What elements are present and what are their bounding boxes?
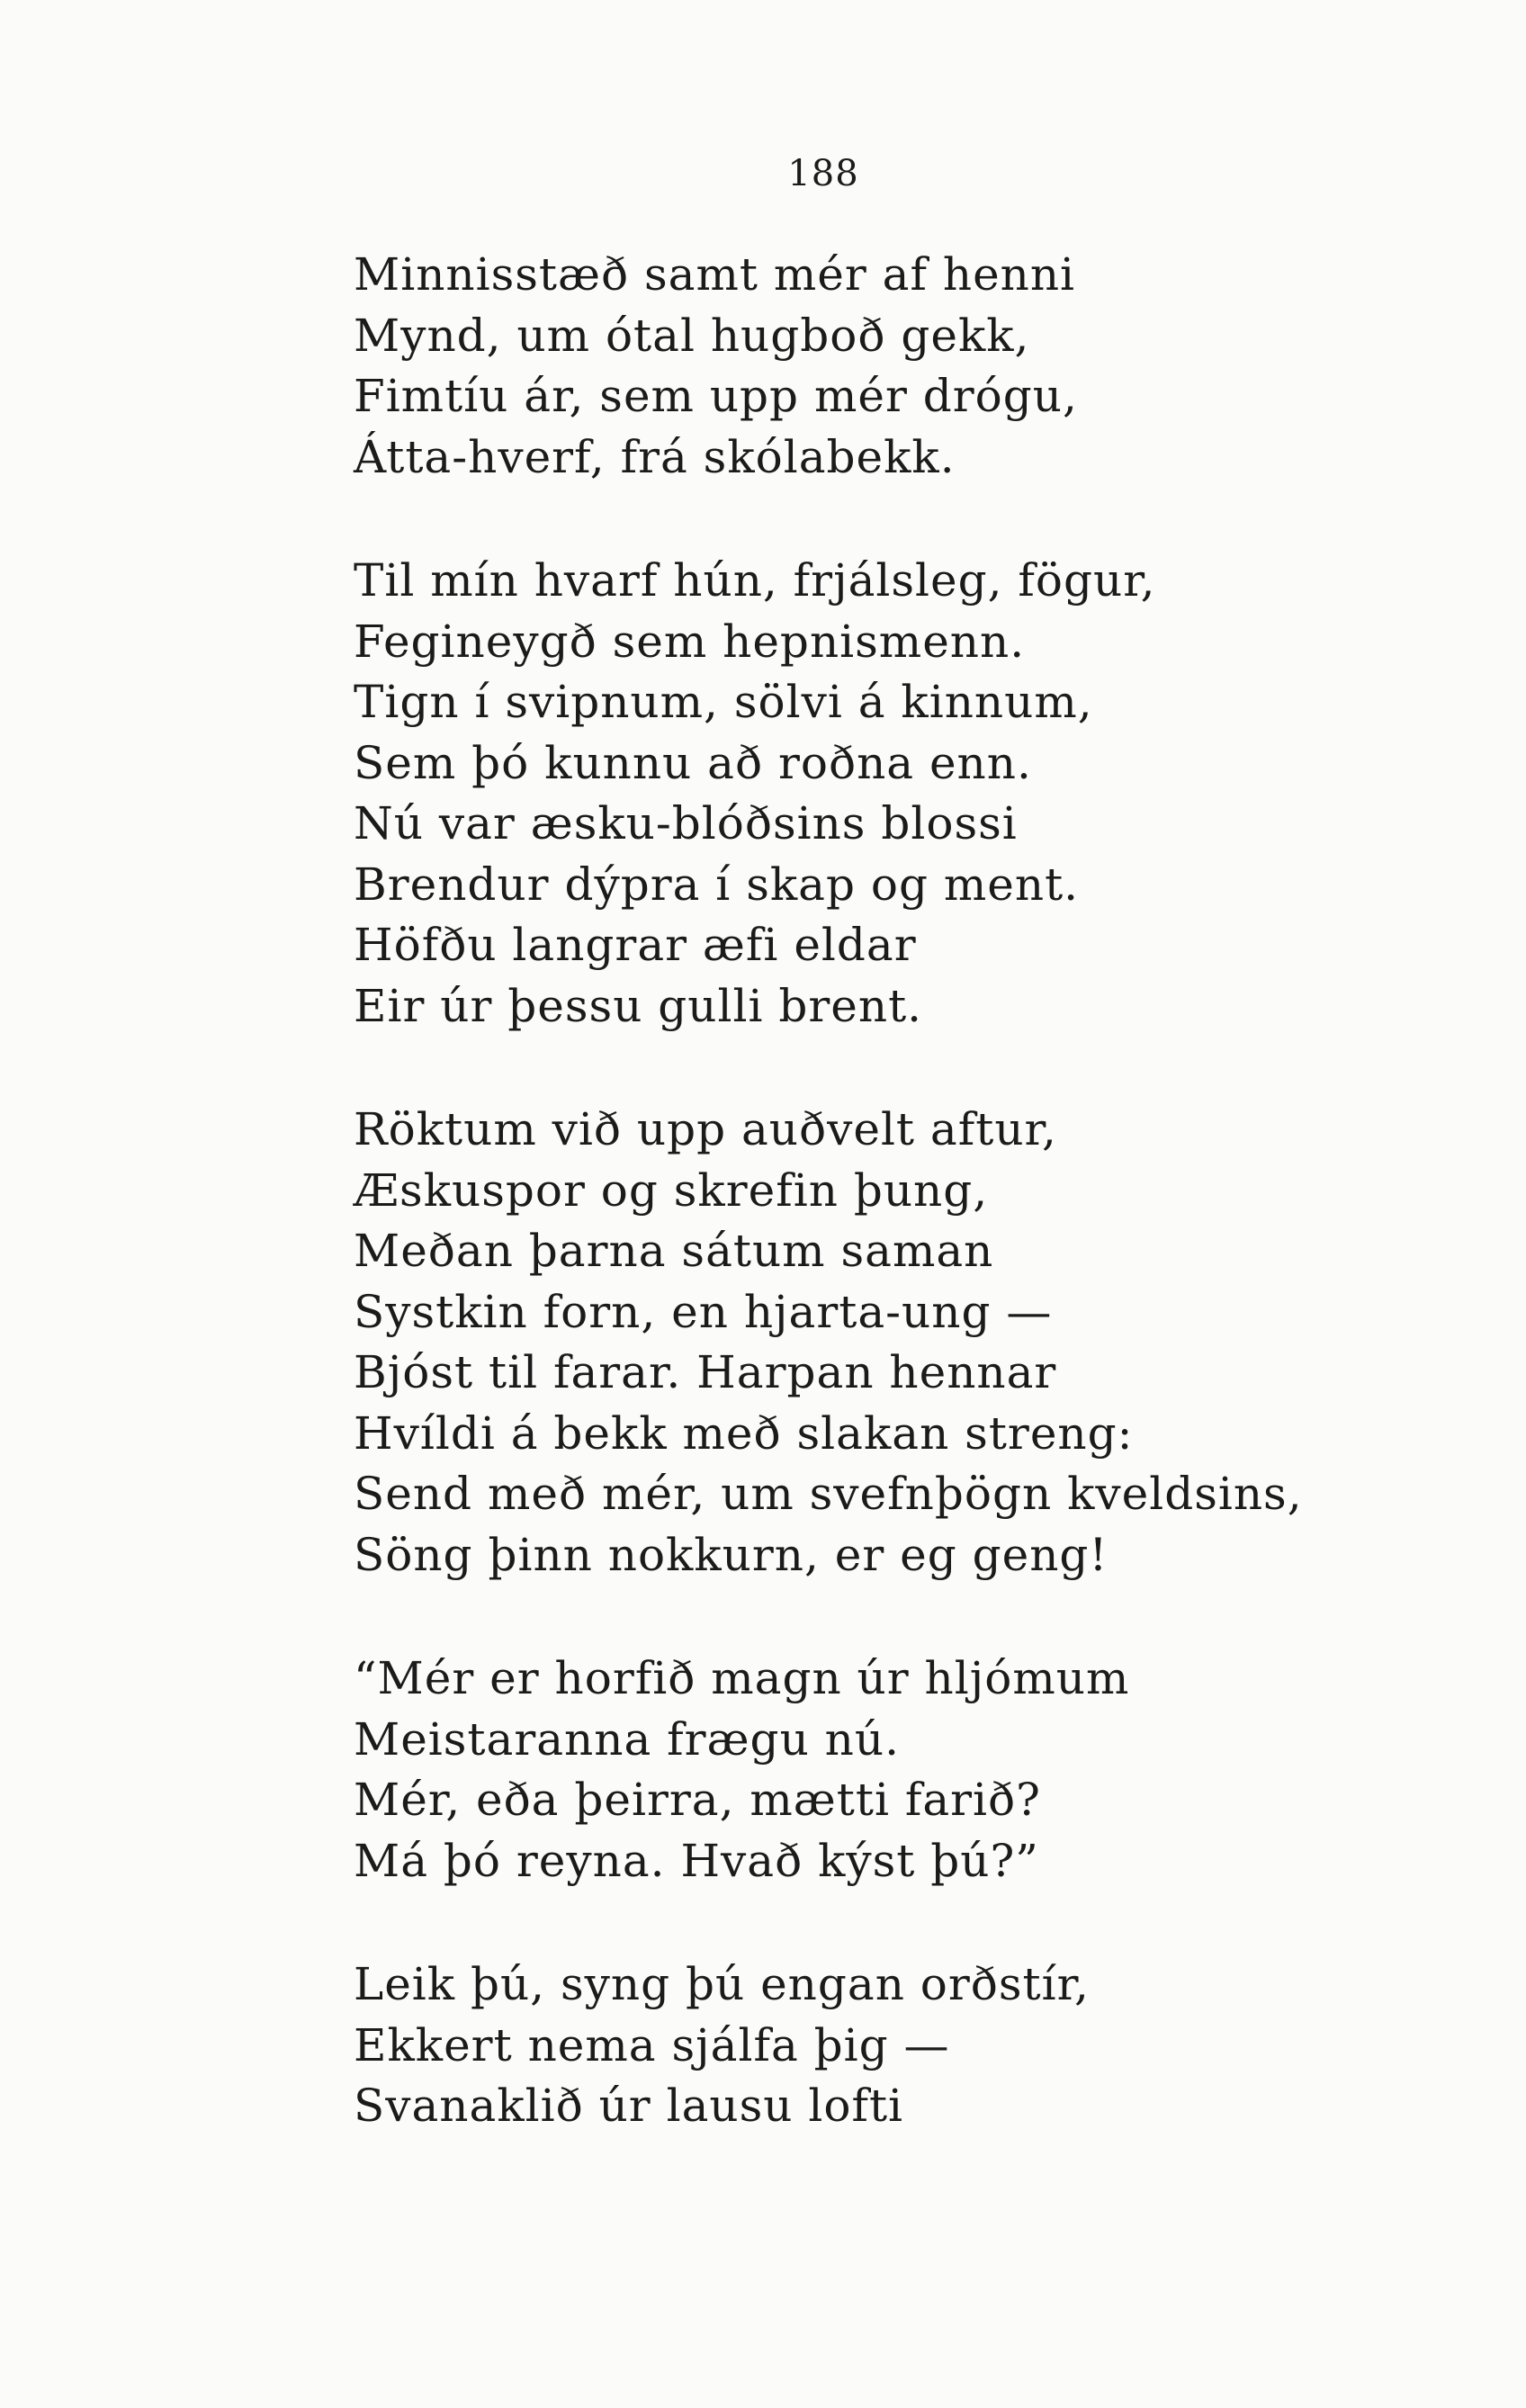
poem-line: Meistaranna frægu nú. bbox=[354, 1712, 900, 1766]
poem-line: Svanaklið úr lausu lofti bbox=[354, 2080, 904, 2132]
stanza-5 bbox=[354, 1954, 1433, 2137]
poem-line: Meðan þarna sátum saman bbox=[354, 1225, 994, 1277]
stanza-2 bbox=[354, 551, 1433, 1037]
poem-line: Brendur dýpra í skap og ment. bbox=[354, 858, 1080, 911]
poem-line: Til mín hvarf hún, frjálsleg, fögur, bbox=[354, 554, 1156, 606]
poem-line: Hvíldi á bekk með slakan streng: bbox=[354, 1406, 1134, 1460]
poem-line: Nú var æsku-blóðsins blossi bbox=[354, 797, 1018, 849]
poem-line: Systkin forn, en hjarta-ung — bbox=[354, 1285, 1053, 1338]
poem-line: Æskuspor og skrefin þung, bbox=[354, 1164, 989, 1217]
poem-line: Höfðu langrar æfi eldar bbox=[354, 919, 917, 971]
poem-line: Send með mér, um svefnþögn kveldsins, bbox=[354, 1468, 1303, 1520]
poem-line: Fegineygð sem hepnismenn. bbox=[354, 615, 1026, 668]
page-number: 188 bbox=[787, 153, 859, 194]
poem-line: Bjóst til farar. Harpan hennar bbox=[354, 1346, 1057, 1398]
poem-line: Eir úr þessu gulli brent. bbox=[354, 979, 923, 1032]
poem-line: Minnisstæð samt mér af henni bbox=[354, 248, 1076, 301]
poem-line: Átta-hverf, frá skólabekk. bbox=[354, 430, 956, 483]
stanza-1 bbox=[354, 245, 1433, 488]
poem-line: Mér, eða þeirra, mætti farið? bbox=[354, 1774, 1041, 1826]
stanza-4 bbox=[354, 1649, 1433, 1891]
poem-line: “Mér er horfið magn úr hljómum bbox=[354, 1652, 1130, 1704]
stanza-3 bbox=[354, 1100, 1433, 1586]
poem-line: Fimtíu ár, sem upp mér drógu, bbox=[354, 370, 1078, 422]
poem-line: Sem þó kunnu að roðna enn. bbox=[354, 736, 1032, 789]
poem-line: Ekkert nema sjálfa þig — bbox=[354, 2018, 950, 2071]
poem-line: Leik þú, syng þú engan orðstír, bbox=[354, 1958, 1090, 2010]
poem-line: Söng þinn nokkurn, er eg geng! bbox=[354, 1528, 1109, 1581]
poem-line: Tign í svipnum, sölvi á kinnum, bbox=[354, 676, 1093, 728]
poem-line: Mynd, um ótal hugboð gekk, bbox=[354, 309, 1030, 362]
poem-line: Má þó reyna. Hvað kýst þú?” bbox=[354, 1834, 1039, 1887]
poem-line: Röktum við upp auðvelt aftur, bbox=[354, 1103, 1057, 1155]
poem-text bbox=[354, 245, 1433, 2200]
